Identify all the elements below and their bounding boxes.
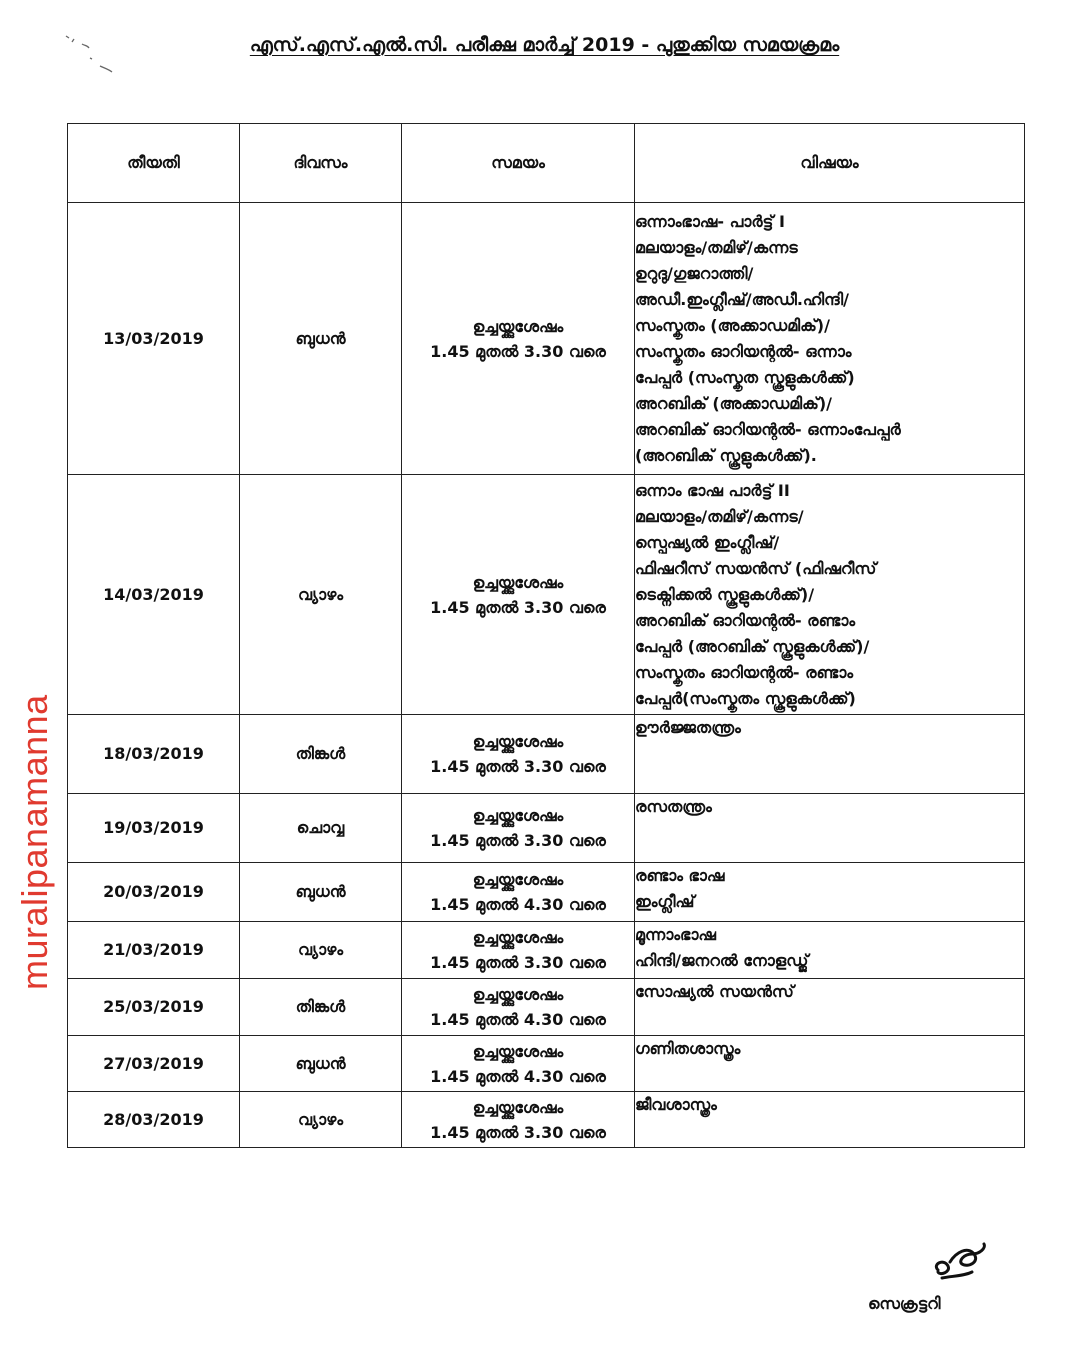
exam-subject (635, 203, 1025, 475)
exam-subject (635, 863, 1025, 922)
exam-subject (635, 922, 1025, 979)
exam-subject-line: അറബിക് ഓറിയന്റൽ- രണ്ടാം (635, 610, 856, 630)
exam-time-period: ഉച്ചയ്ക്കുശേഷം (472, 806, 564, 825)
exam-subject (635, 715, 1025, 794)
column-header-day: ദിവസം (240, 124, 402, 203)
exam-day: തിങ്കൾ (240, 979, 402, 1036)
scan-mark-icon (60, 28, 140, 83)
document-title (0, 34, 1089, 56)
exam-subject-line: പേപ്പർ (സംസ്കൃത സ്കൂളുകൾക്ക്) (635, 367, 855, 387)
exam-subject-line: സ്പെഷ്യൽ ഇംഗ്ലീഷ്/ (635, 532, 780, 552)
exam-subject-line: ഒന്നാം ഭാഷ പാർട്ട് II (635, 480, 790, 500)
table-header-row (68, 124, 1025, 203)
exam-subject-line: മൂന്നാംഭാഷ (635, 925, 716, 944)
exam-date: 13/03/2019 (68, 203, 240, 475)
exam-subject (635, 794, 1025, 863)
exam-date: 21/03/2019 (68, 922, 240, 979)
table-row (68, 794, 1025, 863)
exam-subject-line: സംസ്കൃതം ഓറിയന്റൽ- രണ്ടാം (635, 662, 854, 682)
exam-time-period: ഉച്ചയ്ക്കുശേഷം (472, 928, 564, 947)
exam-time-range: 1.45 മുതൽ 3.30 വരെ (430, 831, 606, 850)
exam-date: 20/03/2019 (68, 863, 240, 922)
exam-time-period: ഉച്ചയ്ക്കുശേഷം (472, 870, 564, 889)
exam-time-period: ഉച്ചയ്ക്കുശേഷം (472, 985, 564, 1004)
exam-day: തിങ്കൾ (240, 715, 402, 794)
exam-subject-line: (അറബിക് സ്കൂളുകൾക്ക്). (635, 445, 817, 465)
exam-day: വ്യാഴം (240, 475, 402, 715)
exam-subject-line: മലയാളം/തമിഴ്/കന്നട/ (635, 506, 804, 526)
exam-subject-line: ഉറുദു/ഗുജറാത്തി/ (635, 263, 754, 283)
table-row (68, 979, 1025, 1036)
exam-subject-line: ജീവശാസ്ത്രം (635, 1095, 717, 1114)
exam-day: വ്യാഴം (240, 1092, 402, 1148)
exam-time (402, 794, 635, 863)
exam-subject (635, 1036, 1025, 1092)
document-title-text: എസ്.എസ്.എൽ.സി. പരീക്ഷ മാർച്ച് 2019 - പുതുക്കിയ സമയക്രമം (249, 34, 840, 56)
exam-date: 14/03/2019 (68, 475, 240, 715)
exam-subject-line: അറബിക് (അക്കാഡമിക്)/ (635, 393, 833, 413)
exam-day: ബുധൻ (240, 203, 402, 475)
exam-subject-line: മലയാളം/തമിഴ്/കന്നട (635, 237, 798, 257)
exam-time-range: 1.45 മുതൽ 3.30 വരെ (430, 597, 606, 617)
exam-time (402, 475, 635, 715)
exam-subject-line: ഊർജ്ജതന്ത്രം (635, 718, 741, 737)
table-row (68, 1036, 1025, 1092)
column-header-subject: വിഷയം (635, 124, 1025, 203)
exam-date: 19/03/2019 (68, 794, 240, 863)
exam-date: 28/03/2019 (68, 1092, 240, 1148)
exam-time (402, 863, 635, 922)
watermark: muralipanamanna (14, 694, 55, 990)
signatory-title: സെക്രട്ടറി (868, 1294, 941, 1313)
exam-subject-line: സംസ്കൃതം ഓറിയന്റൽ- ഒന്നാം (635, 341, 852, 361)
exam-time-period: ഉച്ചയ്ക്കുശേഷം (472, 1097, 564, 1117)
exam-subject-line: ഫിഷറീസ് സയൻസ് (ഫിഷറീസ് (635, 558, 877, 578)
exam-day: ചൊവ്വ (240, 794, 402, 863)
exam-subject-line: സോഷ്യൽ സയൻസ് (635, 982, 794, 1001)
table-row (68, 203, 1025, 475)
exam-date: 27/03/2019 (68, 1036, 240, 1092)
signature (928, 1240, 998, 1286)
exam-subject-line: രണ്ടാം ഭാഷ (635, 866, 725, 885)
exam-time-range: 1.45 മുതൽ 4.30 വരെ (430, 1010, 606, 1029)
column-header-date: തീയതി (68, 124, 240, 203)
exam-time (402, 715, 635, 794)
exam-time-period: ഉച്ചയ്ക്കുശേഷം (472, 316, 564, 336)
exam-subject-line: പേപ്പർ (അറബിക് സ്കൂളുകൾക്ക്)/ (635, 636, 870, 656)
exam-time-range: 1.45 മുതൽ 3.30 വരെ (430, 341, 606, 361)
exam-time (402, 1036, 635, 1092)
exam-subject-line: ഗണിതശാസ്ത്രം (635, 1039, 741, 1058)
exam-time-period: ഉച്ചയ്ക്കുശേഷം (472, 732, 564, 751)
exam-date: 25/03/2019 (68, 979, 240, 1036)
exam-subject-line: രസതന്ത്രം (635, 797, 712, 816)
exam-time-range: 1.45 മുതൽ 3.30 വരെ (430, 953, 606, 972)
exam-subject (635, 1092, 1025, 1148)
exam-subject-line: ടെക്നിക്കൽ സ്കൂളുകൾക്ക്)/ (635, 584, 815, 604)
table-row (68, 1092, 1025, 1148)
column-header-time: സമയം (402, 124, 635, 203)
exam-subject-line: ഹിന്ദി/ജനറൽ നോളഡ്ജ് (635, 951, 809, 970)
exam-subject-line: അഡീ.ഇംഗ്ലീഷ്/അഡീ.ഹിന്ദി/ (635, 289, 849, 309)
exam-time-period: ഉച്ചയ്ക്കുശേഷം (472, 1041, 564, 1061)
exam-time-period: ഉച്ചയ്ക്കുശേഷം (472, 572, 564, 592)
exam-time-range: 1.45 മുതൽ 4.30 വരെ (430, 895, 606, 914)
exam-schedule-table (67, 123, 1025, 1148)
exam-subject-line: സംസ്കൃതം (അക്കാഡമിക്)/ (635, 315, 830, 335)
exam-time-range: 1.45 മുതൽ 4.30 വരെ (430, 1066, 606, 1086)
exam-time (402, 1092, 635, 1148)
exam-time (402, 203, 635, 475)
exam-subject (635, 979, 1025, 1036)
exam-subject-line: ഇംഗ്ലീഷ് (635, 892, 695, 911)
exam-date: 18/03/2019 (68, 715, 240, 794)
exam-subject-line: പേപ്പർ(സംസ്കൃതം സ്കൂളുകൾക്ക്) (635, 688, 856, 708)
exam-day: വ്യാഴം (240, 922, 402, 979)
table-row (68, 922, 1025, 979)
exam-time (402, 922, 635, 979)
exam-subject-line: ഒന്നാംഭാഷ- പാർട്ട് I (635, 211, 785, 231)
exam-day: ബുധൻ (240, 1036, 402, 1092)
table-row (68, 715, 1025, 794)
exam-day: ബുധൻ (240, 863, 402, 922)
table-row (68, 475, 1025, 715)
exam-time-range: 1.45 മുതൽ 3.30 വരെ (430, 1122, 606, 1142)
exam-subject-line: അറബിക് ഓറിയന്റൽ- ഒന്നാംപേപ്പർ (635, 419, 901, 439)
table-row (68, 863, 1025, 922)
exam-time (402, 979, 635, 1036)
exam-subject (635, 475, 1025, 715)
exam-time-range: 1.45 മുതൽ 3.30 വരെ (430, 757, 606, 776)
